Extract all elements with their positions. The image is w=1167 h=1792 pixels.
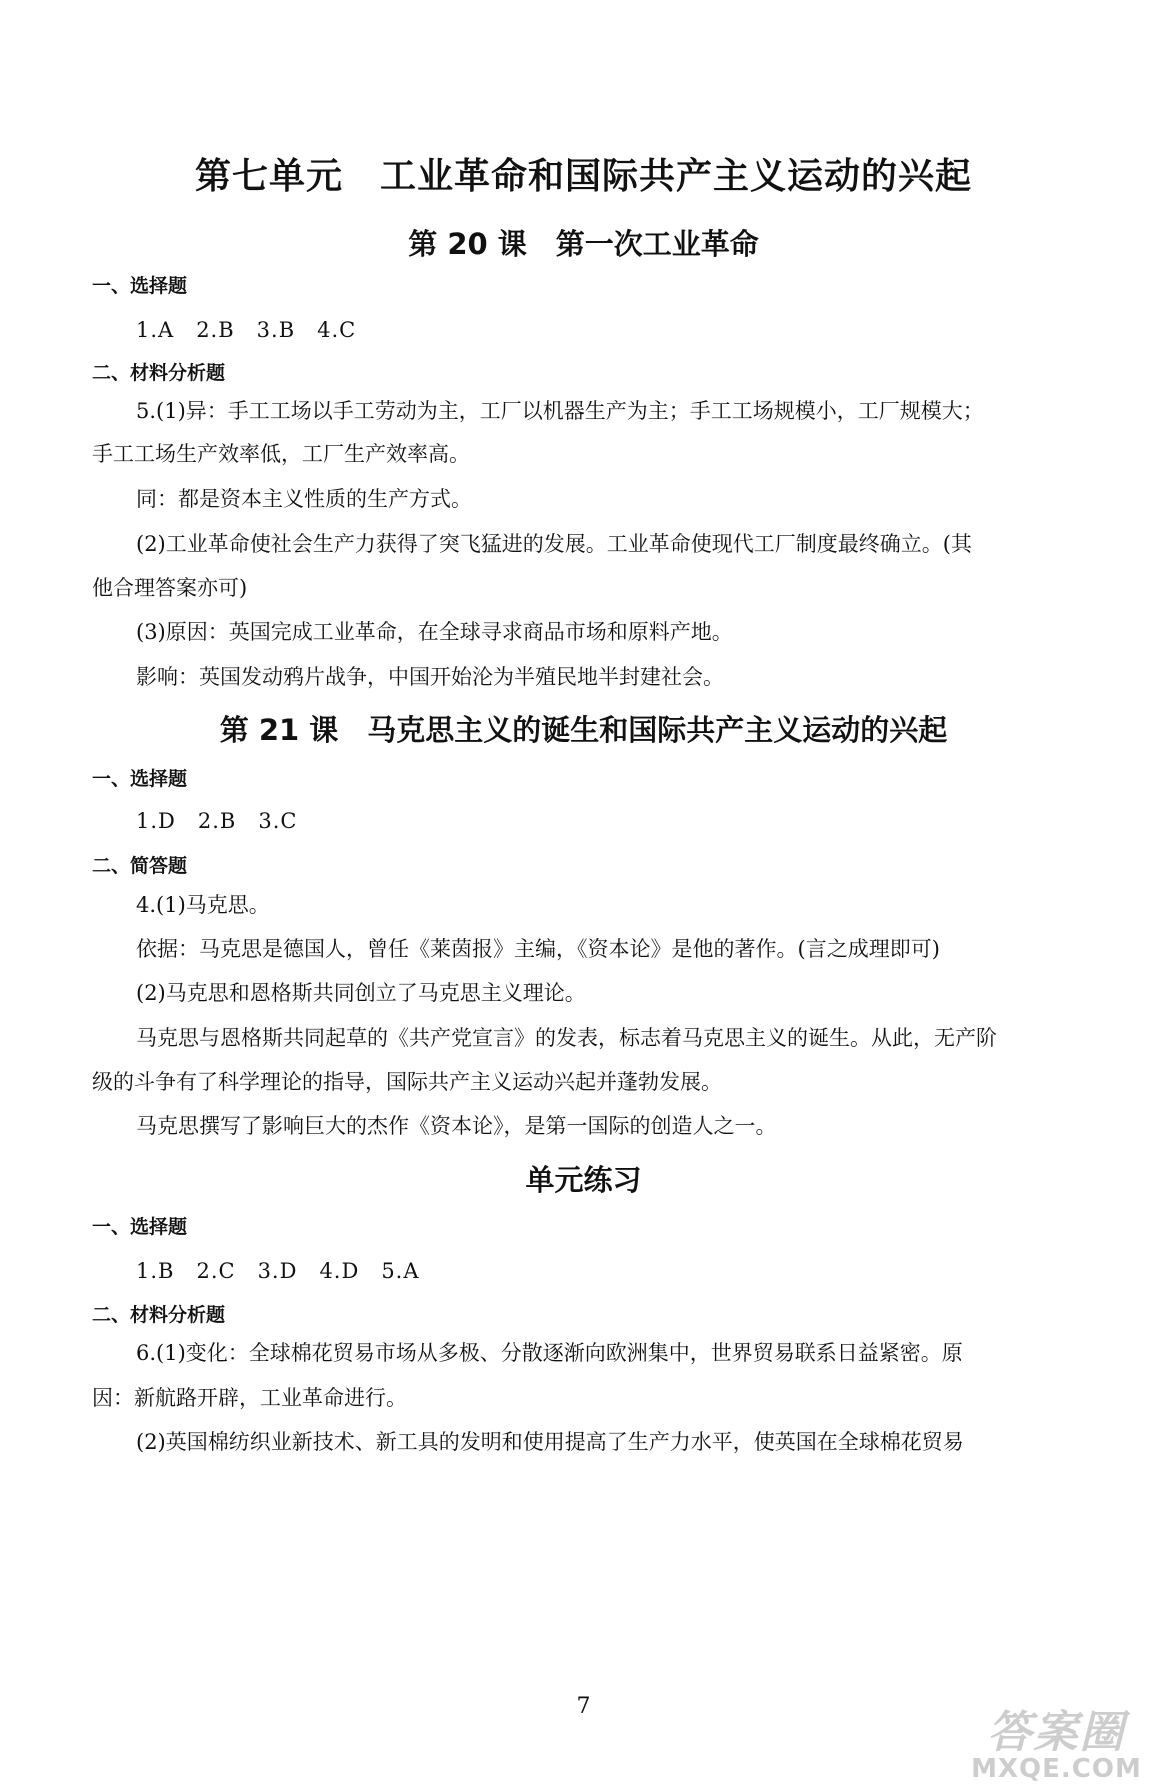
unit-title: 第七单元 工业革命和国际共产主义运动的兴起 xyxy=(194,156,972,197)
lesson-21-q4-1: 4.(1)马克思。 xyxy=(136,893,270,917)
lesson-21-q4-para1-line2: 级的斗争有了科学理论的指导，国际共产主义运动兴起并蓬勃发展。 xyxy=(92,1070,722,1094)
watermark-main: 答案圈 xyxy=(987,1707,1126,1758)
lesson-21-q4-2: (2)马克思和恩格斯共同创立了马克思主义理论。 xyxy=(136,981,586,1005)
lesson-20-q5-3-effect: 影响：英国发动鸦片战争，中国开始沦为半殖民地半封建社会。 xyxy=(136,665,724,689)
lesson-21-title: 第 21 课 马克思主义的诞生和国际共产主义运动的兴起 xyxy=(219,713,948,747)
lesson-21-q4-basis: 依据：马克思是德国人，曾任《莱茵报》主编，《资本论》是他的著作。(言之成理即可) xyxy=(136,937,940,961)
lesson-20-choice-answers: 1.A 2.B 3.B 4.C xyxy=(136,318,357,342)
page-number: 7 xyxy=(576,1694,591,1719)
unit-practice-q6-2-line1: (2)英国棉纺织业新技术、新工具的发明和使用提高了生产力水平，使英国在全球棉花贸易 xyxy=(136,1430,964,1454)
lesson-20-q5-2-line2: 他合理答案亦可) xyxy=(92,576,248,600)
watermark-sub: MXQE.COM xyxy=(971,1754,1142,1784)
lesson-20-q5-line2: 手工工场生产效率低，工厂生产效率高。 xyxy=(92,442,470,466)
watermark-logo xyxy=(954,1696,1159,1784)
unit-practice-choice-answers: 1.B 2.C 3.D 4.D 5.A xyxy=(136,1259,420,1283)
lesson-20-q5-2-line1: (2)工业革命使社会生产力获得了突飞猛进的发展。工业革命使现代工厂制度最终确立。(其 xyxy=(136,532,972,556)
unit-practice-title: 单元练习 xyxy=(525,1163,642,1197)
lesson-21-choice-answers: 1.D 2.B 3.C xyxy=(136,809,298,833)
unit-practice-section-choice: 一、选择题 xyxy=(92,1216,188,1238)
unit-practice-section-material: 二、材料分析题 xyxy=(92,1304,226,1326)
unit-practice-q6-1-line1: 6.(1)变化：全球棉花贸易市场从多极、分散逐渐向欧洲集中，世界贸易联系日益紧密。原 xyxy=(136,1341,963,1365)
unit-practice-q6-1-line2: 因：新航路开辟，工业革命进行。 xyxy=(92,1386,407,1410)
lesson-20-title: 第 20 课 第一次工业革命 xyxy=(408,227,759,261)
lesson-20-section-material: 二、材料分析题 xyxy=(92,362,226,384)
lesson-20-section-choice: 一、选择题 xyxy=(92,275,188,297)
lesson-20-q5-3-cause: (3)原因：英国完成工业革命，在全球寻求商品市场和原料产地。 xyxy=(136,620,733,644)
lesson-20-q5-line1: 5.(1)异：手工工场以手工劳动为主，工厂以机器生产为主；手工工场规模小，工厂规模大； xyxy=(136,399,984,423)
lesson-21-q4-para2: 马克思撰写了影响巨大的杰作《资本论》，是第一国际的创造人之一。 xyxy=(136,1114,777,1138)
lesson-20-q5-same: 同：都是资本主义性质的生产方式。 xyxy=(136,487,472,511)
lesson-21-section-choice: 一、选择题 xyxy=(92,768,188,790)
lesson-21-q4-para1-line1: 马克思与恩格斯共同起草的《共产党宣言》的发表，标志着马克思主义的诞生。从此，无产阶 xyxy=(136,1026,997,1050)
lesson-21-section-short-answer: 二、简答题 xyxy=(92,855,188,877)
